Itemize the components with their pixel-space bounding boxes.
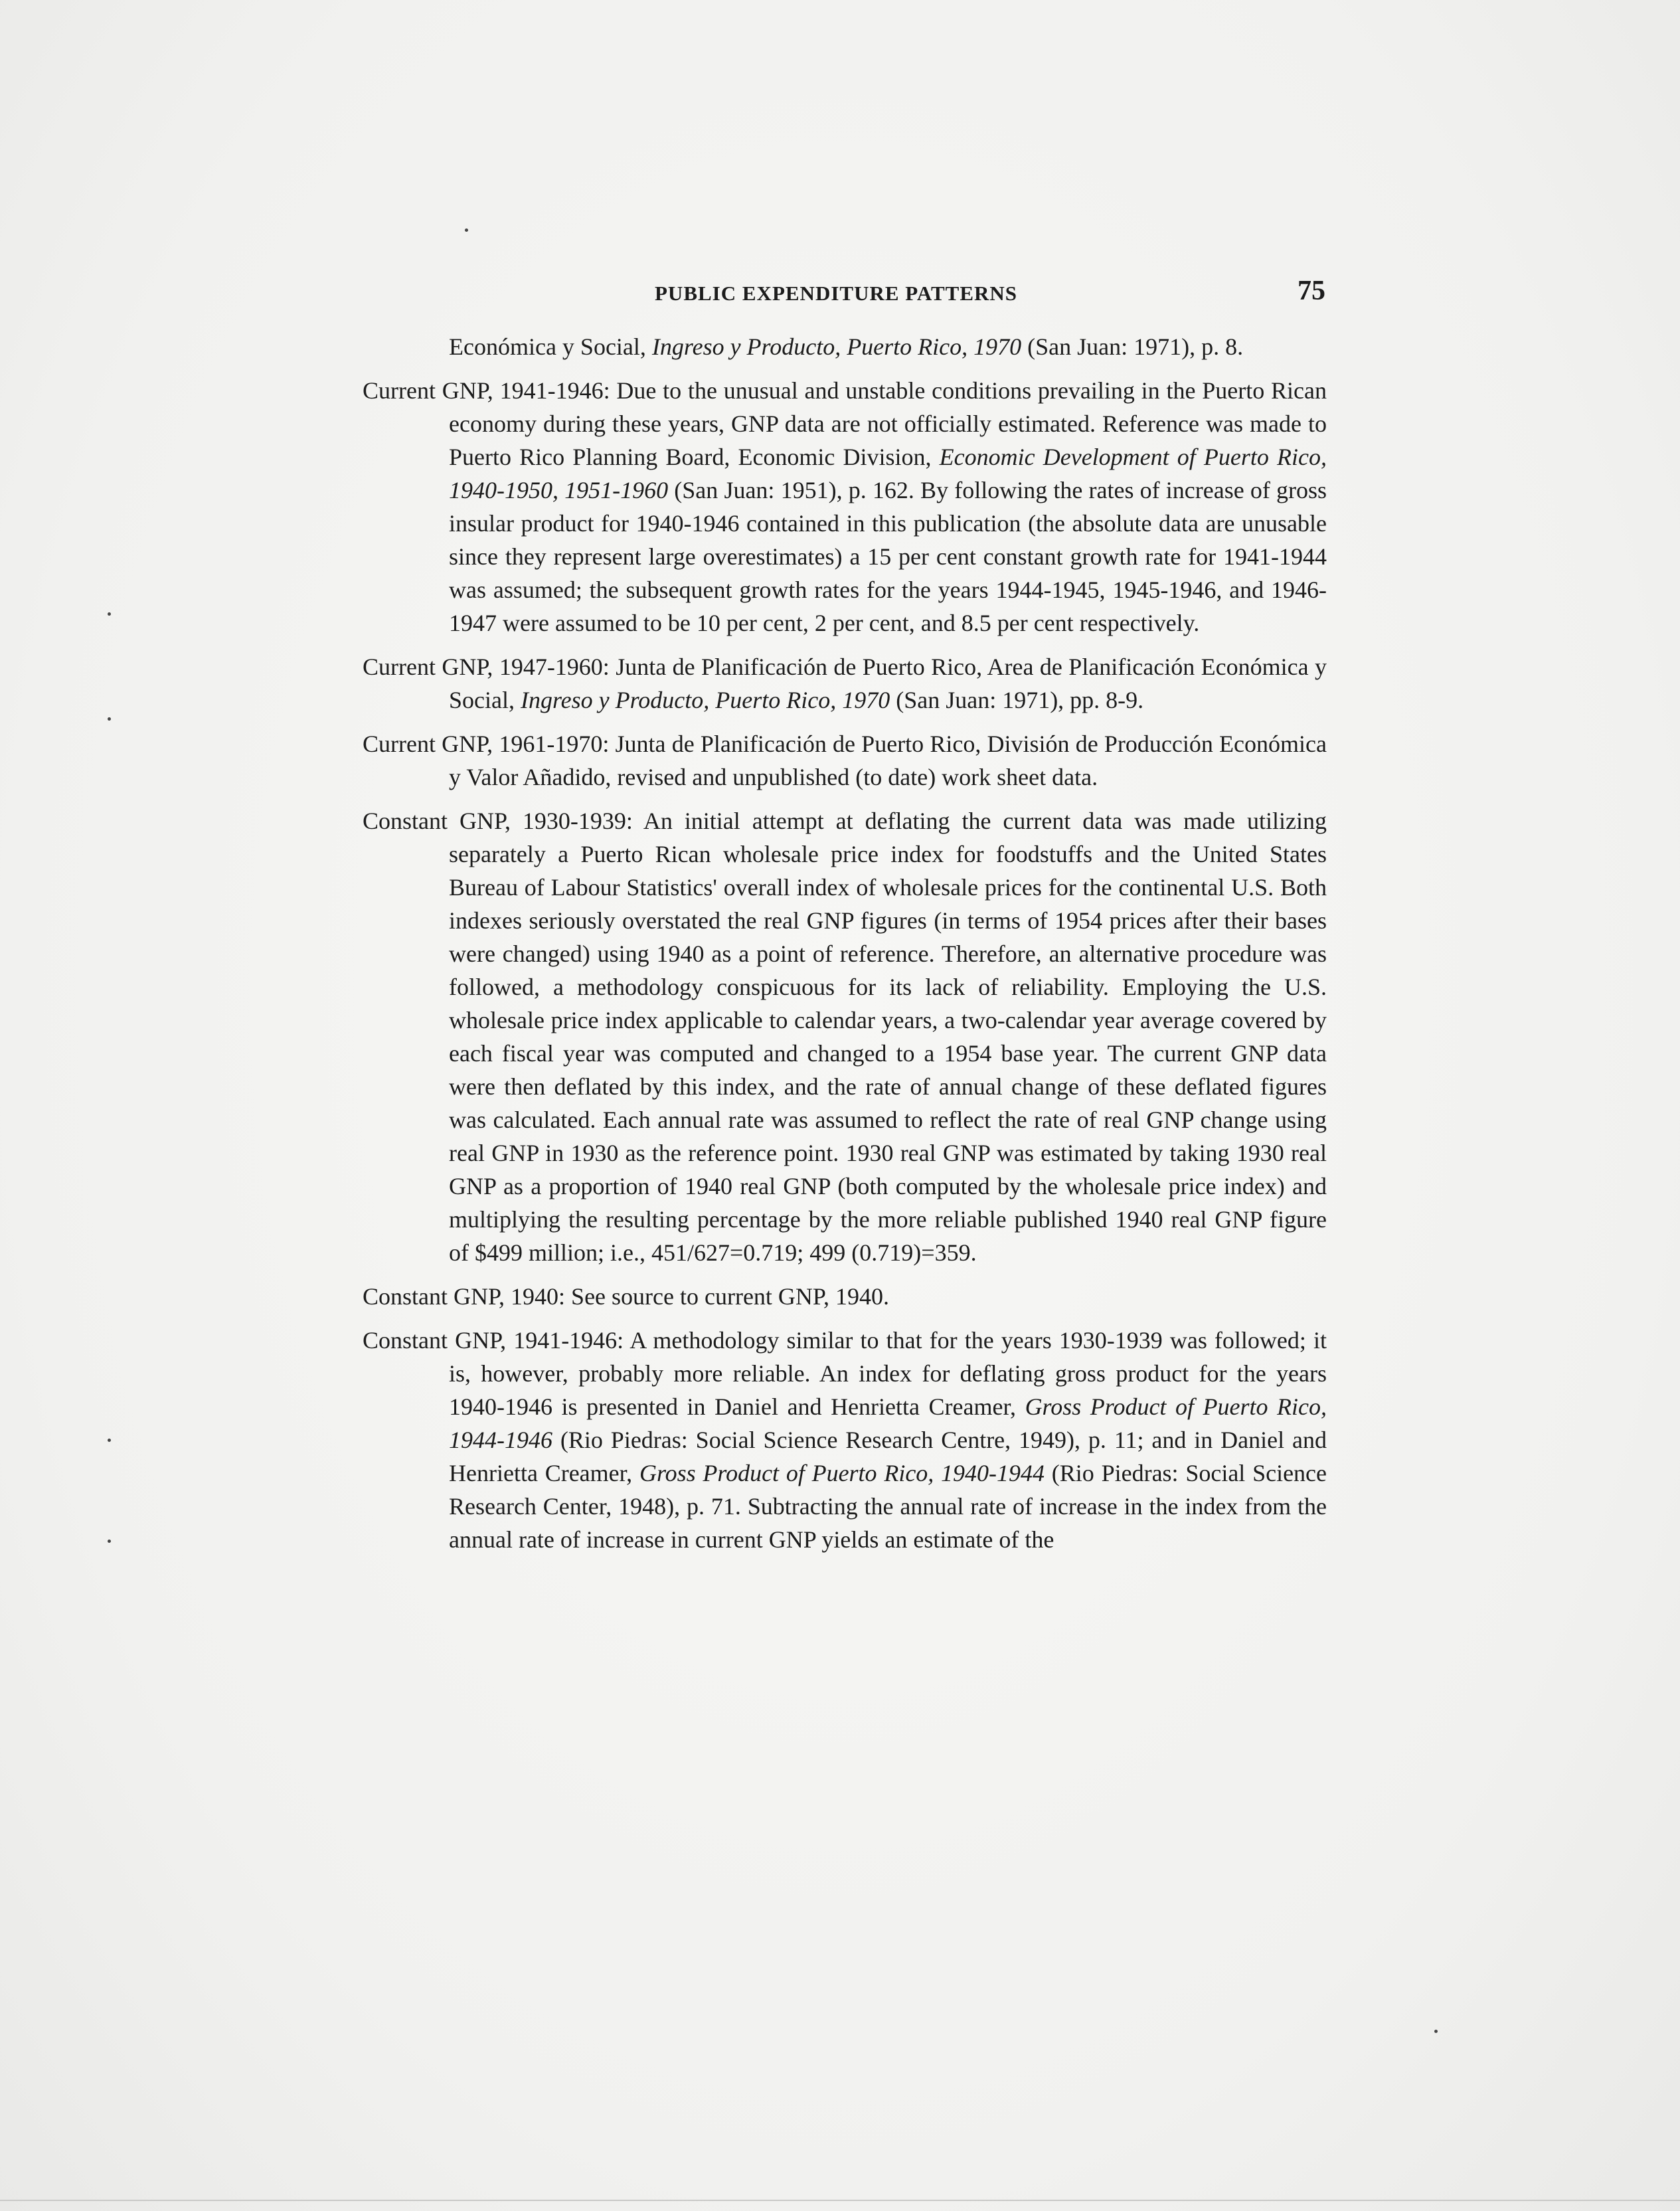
publication-title: Gross Product of Puerto Rico, 1940-1944 <box>639 1460 1045 1486</box>
source-entry-constant-gnp-1940: Constant GNP, 1940: See source to current GNP, 1940. <box>363 1283 889 1310</box>
publication-title: Gross Product of Puerto Rico, 1944-1946 <box>449 1393 1327 1453</box>
binder-hole-mark <box>108 1540 111 1543</box>
sources-list <box>363 330 1327 1567</box>
entry-heading: Constant GNP, 1941-1946: <box>363 1327 624 1354</box>
publication-title: Ingreso y Producto, Puerto Rico, 1970 <box>520 687 890 713</box>
source-entry-current-gnp-1947-1960: Current GNP, 1947-1960: Junta de Planificación de Puerto Rico, Area de Planificación Económica y Social, Ingreso y Producto, Puerto Rico, 1970 (San Juan: 1971), pp. 8-9. <box>363 654 1327 713</box>
bottom-edge-line <box>0 2200 1680 2201</box>
page-header <box>363 274 1325 313</box>
entry-heading: Current GNP, 1947-1960: <box>363 654 610 680</box>
entry-heading: Constant GNP, 1930-1939: <box>363 808 633 834</box>
source-entry-current-gnp-1961-1970: Current GNP, 1961-1970: Junta de Planificación de Puerto Rico, División de Producción Económica y Valor Añadido, revised and unpublished (to date) work sheet data. <box>363 731 1327 790</box>
source-entry-continuation: Económica y Social, Ingreso y Producto, Puerto Rico, 1970 (San Juan: 1971), p. 8. <box>449 333 1244 360</box>
page-number: 75 <box>1298 276 1325 306</box>
source-entry-constant-gnp-1930-1939: Constant GNP, 1930-1939: An initial attempt at deflating the current data was made utilizing separately a Puerto Rican wholesale price index for foodstuffs and the United States Bureau of Labour Statistics' overall index of wholesale prices for the continental U.S. Both indexes seriously overstated the real GNP figures (in terms of 1954 prices after their bases were changed) using 1940 as a point of reference. Therefore, an alternative procedure was followed, a methodology conspicuous for its lack of reliability. Employing the U.S. wholesale price index applicable to calendar years, a two-calendar year average covered by each fiscal year was computed and changed to a 1954 base year. The current GNP data were then deflated by this index, and the rate of annual change of these deflated figures was calculated. Each annual rate was assumed to reflect the rate of real GNP change using real GNP in 1930 as the reference point. 1930 real GNP was estimated by taking 1930 real GNP as a proportion of 1940 real GNP (both computed by the wholesale price index) and multiplying the resulting percentage by the more reliable published 1940 real GNP figure of $499 million; i.e., 451/627=0.719; 499 (0.719)=359. <box>363 808 1327 1266</box>
source-entry-current-gnp-1941-1946: Current GNP, 1941-1946: Due to the unusual and unstable conditions prevailing in the Puerto Rican economy during these years, GNP data are not officially estimated. Reference was made to Puerto Rico Planning Board, Economic Division, Economic Development of Puerto Rico, 1940-1950, 1951-1960 (San Juan: 1951), p. 162. By following the rates of increase of gross insular product for 1940-1946 contained in this publication (the absolute data are unusable since they represent large overestimates) a 15 per cent constant growth rate for 1941-1944 was assumed; the subsequent growth rates for the years 1944-1945, 1945-1946, and 1946-1947 were assumed to be 10 per cent, 2 per cent, and 8.5 per cent respectively. <box>363 377 1327 636</box>
source-entry-constant-gnp-1941-1946: Constant GNP, 1941-1946: A methodology similar to that for the years 1930-1939 was followed; it is, however, probably more reliable. An index for deflating gross product for the years 1940-1946 is presented in Daniel and Henrietta Creamer, Gross Product of Puerto Rico, 1944-1946 (Rio Piedras: Social Science Research Centre, 1949), p. 11; and in Daniel and Henrietta Creamer, Gross Product of Puerto Rico, 1940-1944 (Rio Piedras: Social Science Research Center, 1948), p. 71. Subtracting the annual rate of increase in the index from the annual rate of increase in current GNP yields an estimate of the <box>363 1327 1327 1553</box>
entry-heading: Constant GNP, 1940: <box>363 1283 566 1310</box>
binder-hole-mark <box>108 717 111 721</box>
binder-hole-mark <box>108 1439 111 1442</box>
publication-title: Economic Development of Puerto Rico, 1940-1950, 1951-1960 <box>449 444 1327 503</box>
binder-hole-mark <box>108 612 111 616</box>
entry-heading: Current GNP, 1941-1946: <box>363 377 610 404</box>
running-title: PUBLIC EXPENDITURE PATTERNS <box>655 282 1018 305</box>
speck <box>465 228 468 232</box>
entry-heading: Current GNP, 1961-1970: <box>363 731 610 757</box>
publication-title: Ingreso y Producto, Puerto Rico, 1970 <box>651 333 1022 360</box>
speck <box>1434 2030 1438 2033</box>
